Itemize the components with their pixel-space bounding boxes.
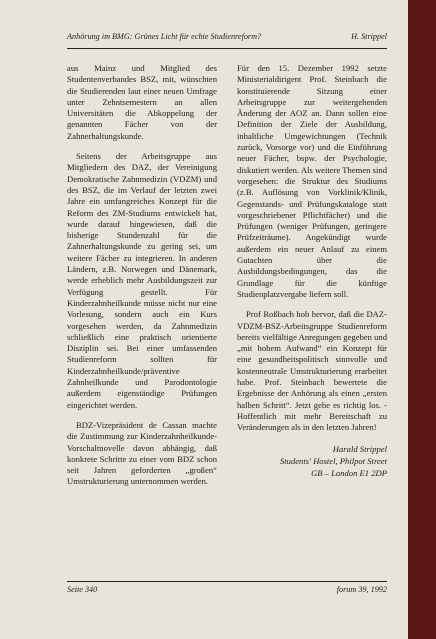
running-header xyxy=(67,32,387,46)
page-number: Seite 340 xyxy=(67,585,98,594)
page-edge-margin xyxy=(408,0,436,639)
paragraph: BDZ-Vizepräsident de Cassan machte die Zustimmung zur Kinderzahnheilkunde-Vorschaltnovelle davon abhängig, daß konkrete Schritte zu einer vom BDZ schon seit Jahren geforderten „großen“ Umstrukturierung unternommen werden. xyxy=(67,419,217,487)
author-signature xyxy=(237,443,387,479)
signature-name: Harald Strippel xyxy=(332,443,387,454)
signature-address-line: Students' Hostel, Philpot Street xyxy=(279,455,387,466)
header-title: Anhörung im BMG: Grünes Licht für echte Studienreform? xyxy=(67,32,262,41)
header-author: H. Strippel xyxy=(351,32,387,41)
paragraph: aus Mainz und Mitglied des Studentenverbandes BSZ, mit, wünschten die Studierenden laut einer neuen Umfrage unter Zehntsemestern an allen Universitäten die Abkoppelung der genannten Fächer von der Zahnerhaltungskunde. xyxy=(67,63,217,141)
header-rule xyxy=(67,48,387,49)
footer-rule xyxy=(67,581,387,582)
paragraph: Prof Roßbach hob hervor, daß die DAZ-VDZM-BSZ-Arbeitsgruppe Studienreform bereits vielfältige Anregungen gegeben und „mit hohem Aufwand“ ein Konzept für eine gesundheitspolitisch sinnvolle und kostenneutrale Umstrukturierung erarbeitet habe. Prof. Steinbach bewertete die Ergebnisse der Anhörung als einen „ersten halben Schritt“. Jetzt gehe es richtig los. - Hoffentlich mit mehr Bereitschaft zu Veränderungen als in den letzten Jahren! xyxy=(237,309,387,433)
paragraph: Seitens der Arbeitsgruppe aus Mitgliedern des DAZ, der Vereinigung Demokratische Zahnmedizin (VDZM) und des BSZ, die im Verlauf der letzten zwei Jahre ein umfangreiches Konzept für die Reform des ZM-Studiums entwickelt hat, wurde darauf hingewiesen, daß die bisherige Stundenzahl für die Zahnerhaltungskunde zu gering sei, um weitere Fächer zu integrieren. In anderen Ländern, z.B. Norwegen und Dänemark, werde erheblich mehr Ausbildungszeit zur Verfügung gestellt. Für Kinderzahnheilkunde müsse nicht nur eine Vorlesung, sondern auch ein Kurs vorgesehen werden, da Zahnmedizin schließlich eine praktisch orientierte Disziplin sei. Bei einer umfassenden Studienreform sollten für Kinderzahnheilkunde/präventive Zahnheilkunde und Parodontologie außerdem eigenständige Prüfungen eingerichtet werden. xyxy=(67,151,217,410)
signature-address-line: GB – London E1 2DP xyxy=(311,467,387,478)
paragraph: Für den 15. Dezember 1992 setzte Ministerialdirigent Prof. Steinbach die konstituierende Sitzung einer Arbeitsgruppe zur weitergehenden Änderung der AOZ an. Dann sollen eine Definition der Ziele der Ausbildung, inhaltliche Umgewichtungen (Technik zurück, Vorsorge vor) und die Einführung neuer Fächer, bspw. der Psychologie, diskutiert werden. Als weitere Themen sind vorgesehen: die Struktur des Studiums (z.B. Auflösung von Vorklinik/Klinik, Gegenstands- und Prüfungskataloge statt vorgeschriebener Pflichtfächer) und die Prüfungen (weniger Prüfungen, geringere Prüfzeiträume). Angekündigt wurde außerdem ein neuer Anlauf zu einem Gutachten über die Ausbildungsbedingungen, das die Grundlage für die künftige Studienplatzvergabe liefern soll. xyxy=(237,63,387,299)
right-column xyxy=(237,63,387,488)
running-footer xyxy=(67,585,387,597)
journal-issue: forum 39, 1992 xyxy=(336,585,387,594)
left-column xyxy=(67,63,217,497)
